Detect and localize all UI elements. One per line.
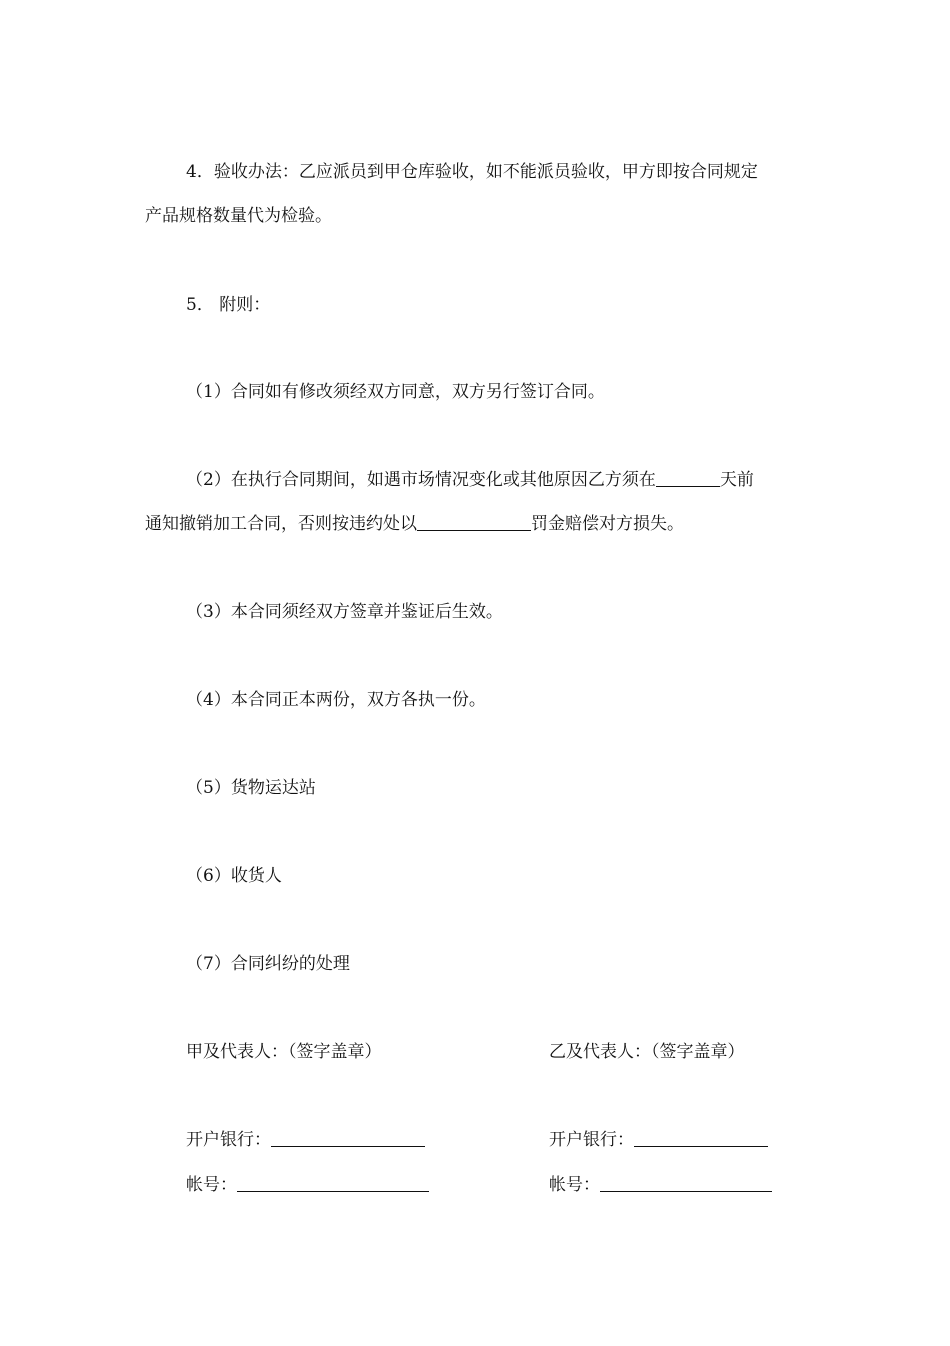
party-a-account-label: 帐号： <box>186 1175 237 1195</box>
party-b-bank-row <box>549 1128 768 1152</box>
clause-5-item-1: （1）合同如有修改须经双方同意，双方另行签订合同。 <box>186 382 605 402</box>
clause-5-item-5: （5）货物运达站 <box>186 778 316 798</box>
party-b-bank-blank <box>634 1128 768 1147</box>
party-a-bank-row <box>186 1128 425 1152</box>
party-a-bank-blank <box>271 1128 425 1147</box>
item-2-text-d: 罚金赔偿对方损失。 <box>531 514 684 534</box>
party-b-account-row <box>549 1173 772 1197</box>
item-2-text-a: （2）在执行合同期间，如遇市场情况变化或其他原因乙方须在 <box>186 470 656 490</box>
clause-5-item-6: （6）收货人 <box>186 866 282 886</box>
clause-5-item-3: （3）本合同须经双方签章并鉴证后生效。 <box>186 602 503 622</box>
party-b-account-label: 帐号： <box>549 1175 600 1195</box>
party-a-account-row <box>186 1173 429 1197</box>
clause-5-item-2-line-1 <box>186 468 754 492</box>
party-a-representative: 甲及代表人：（签字盖章） <box>186 1042 382 1062</box>
clause-5-heading: 5． 附则： <box>186 295 271 315</box>
clause-5-item-4: （4）本合同正本两份，双方各执一份。 <box>186 690 486 710</box>
party-b-representative: 乙及代表人：（签字盖章） <box>549 1042 745 1062</box>
clause-4-line-1: 4．验收办法：乙应派员到甲仓库验收，如不能派员验收，甲方即按合同规定 <box>186 162 758 182</box>
party-b-account-blank <box>600 1173 772 1192</box>
clause-5-item-2-line-2 <box>145 512 684 536</box>
days-blank <box>656 468 720 487</box>
item-2-text-b: 天前 <box>719 470 754 490</box>
item-2-text-c: 通知撤销加工合同，否则按违约处以 <box>145 514 417 534</box>
party-a-account-blank <box>237 1173 429 1192</box>
clause-5-item-7: （7）合同纠纷的处理 <box>186 954 350 974</box>
clause-4-line-2: 产品规格数量代为检验。 <box>145 206 332 226</box>
party-a-bank-label: 开户银行： <box>186 1130 271 1150</box>
penalty-blank <box>417 512 531 531</box>
party-b-bank-label: 开户银行： <box>549 1130 634 1150</box>
